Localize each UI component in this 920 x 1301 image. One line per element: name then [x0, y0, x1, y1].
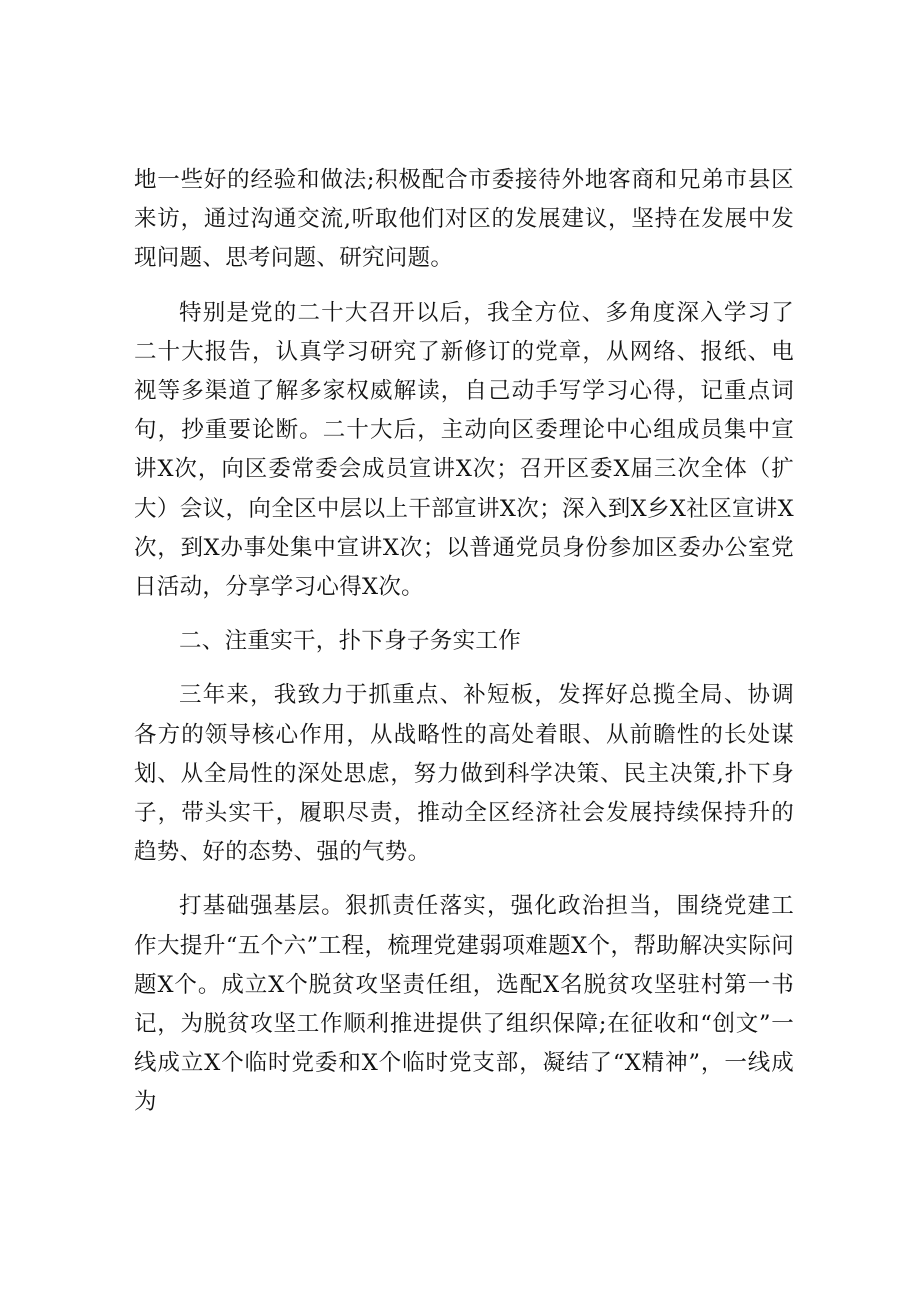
paragraph-gap [134, 661, 794, 676]
paragraph-study-report: 特别是党的二十大召开以后，我全方位、多角度深入学习了二十大报告，认真学习研究了新修订的党章，从网络、报纸、电视等多渠道了解多家权威解读，自己动手写学习心得，记重点词句，抄重要论断。二十大后，主动向区委理论中心组成员集中宣讲X次，向区委常委会成员宣讲X次；召开区委X届三次全体（扩大）会议，向全区中层以上干部宣讲X次；深入到X乡X社区宣讲X次，到X办事处集中宣讲X次；以普通党员身份参加区委办公室党日活动，分享学习心得X次。 [134, 299, 794, 601]
paragraph-grassroots: 打基础强基层。狠抓责任落实，强化政治担当，围绕党建工作大提升“五个六”工程，梳理党建弱项难题X个，帮助解决实际问题X个。成立X个脱贫攻坚责任组，选配X名脱贫攻坚驻村第一书记，为脱贫攻坚工作顺利推进提供了组织保障;在征收和“创文”一线成立X个临时党委和X个临时党支部，凝结了“X精神”，一线成为 [134, 893, 794, 1116]
paragraph-continuation: 地一些好的经验和做法;积极配合市委接待外地客商和兄弟市县区来访，通过沟通交流,听取他们对区的发展建议，坚持在发展中发现问题、思考问题、研究问题。 [134, 167, 794, 272]
paragraph-gap [134, 279, 794, 294]
section-heading: 二、注重实干，扑下身子务实工作 [179, 628, 522, 655]
paragraph-gap [134, 607, 794, 622]
paragraph-three-years: 三年来，我致力于抓重点、补短板，发挥好总揽全局、协调各方的领导核心作用，从战略性的高处着眼、从前瞻性的长处谋划、从全局性的深处思虑，努力做到科学决策、民主决策,扑下身子，带头实干，履职尽责，推动全区经济社会发展持续保持升的趋势、好的态势、强的气势。 [134, 682, 794, 866]
paragraph-gap [134, 872, 794, 887]
document-body [134, 161, 794, 1123]
